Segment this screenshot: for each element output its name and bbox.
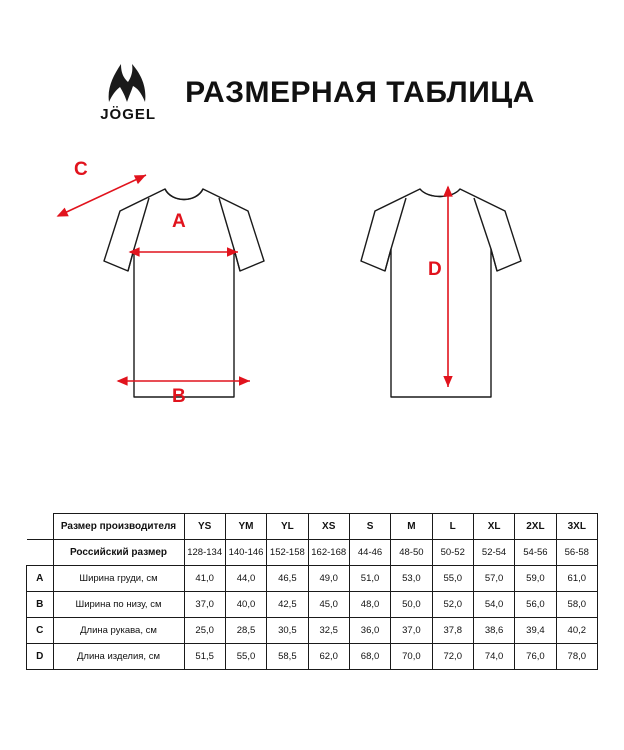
table-cell: 28,5 — [225, 618, 266, 644]
jogel-flame-logo-icon — [97, 62, 159, 104]
measurement-figures — [0, 149, 624, 449]
page-title: РАЗМЕРНАЯ ТАБЛИЦА — [185, 75, 535, 109]
table-cell: 40,0 — [225, 592, 266, 618]
row-letter: A — [27, 566, 54, 592]
table-row — [27, 618, 598, 644]
table-cell: 54,0 — [473, 592, 514, 618]
table-cell: 52,0 — [432, 592, 473, 618]
table-cell: 37,8 — [432, 618, 473, 644]
table-cell: 44-46 — [349, 540, 390, 566]
brand-name: JÖGEL — [100, 106, 157, 123]
table-cell: 55,0 — [432, 566, 473, 592]
table-cell: 30,5 — [267, 618, 308, 644]
table-cell: 50,0 — [391, 592, 432, 618]
row-letter: D — [27, 644, 54, 670]
table-cell: 42,5 — [267, 592, 308, 618]
table-header-cell: Размер производителя — [53, 514, 184, 540]
table-cell: 140-146 — [225, 540, 266, 566]
table-row — [27, 592, 598, 618]
table-cell: 49,0 — [308, 566, 349, 592]
table-header-cell: 2XL — [515, 514, 556, 540]
table-cell: 38,6 — [473, 618, 514, 644]
dimension-label-b: B — [172, 386, 186, 407]
table-header-row — [27, 514, 598, 540]
row-letter — [27, 540, 54, 566]
table-cell: 55,0 — [225, 644, 266, 670]
table-cell: 37,0 — [391, 618, 432, 644]
dimension-label-a: A — [172, 211, 186, 232]
table-header-cell: YL — [267, 514, 308, 540]
table-cell: 68,0 — [349, 644, 390, 670]
table-corner-cell — [27, 514, 54, 540]
table-cell: 44,0 — [225, 566, 266, 592]
table-cell: 152-158 — [267, 540, 308, 566]
table-cell: 40,2 — [556, 618, 597, 644]
table-row — [27, 540, 598, 566]
row-label: Российский размер — [53, 540, 184, 566]
table-header-cell: 3XL — [556, 514, 597, 540]
table-cell: 70,0 — [391, 644, 432, 670]
page-header — [0, 0, 624, 123]
table-header-cell: M — [391, 514, 432, 540]
row-letter: B — [27, 592, 54, 618]
table-cell: 37,0 — [184, 592, 225, 618]
table-cell: 32,5 — [308, 618, 349, 644]
table-header-cell: XL — [473, 514, 514, 540]
table-cell: 52-54 — [473, 540, 514, 566]
table-cell: 72,0 — [432, 644, 473, 670]
row-label: Длина рукава, см — [53, 618, 184, 644]
row-label: Длина изделия, см — [53, 644, 184, 670]
table-cell: 58,5 — [267, 644, 308, 670]
table-cell: 25,0 — [184, 618, 225, 644]
table-header-cell: YM — [225, 514, 266, 540]
table-cell: 53,0 — [391, 566, 432, 592]
table-cell: 39,4 — [515, 618, 556, 644]
table-cell: 62,0 — [308, 644, 349, 670]
table-cell: 76,0 — [515, 644, 556, 670]
size-table-wrapper — [26, 513, 598, 670]
table-cell: 46,5 — [267, 566, 308, 592]
table-row — [27, 566, 598, 592]
table-cell: 45,0 — [308, 592, 349, 618]
dimension-label-c: C — [74, 159, 88, 180]
table-cell: 74,0 — [473, 644, 514, 670]
dimension-label-d: D — [428, 259, 442, 280]
table-cell: 162-168 — [308, 540, 349, 566]
table-header-cell: XS — [308, 514, 349, 540]
table-cell: 51,0 — [349, 566, 390, 592]
table-cell: 59,0 — [515, 566, 556, 592]
table-cell: 48-50 — [391, 540, 432, 566]
table-cell: 56,0 — [515, 592, 556, 618]
table-header-cell: S — [349, 514, 390, 540]
table-header-cell: YS — [184, 514, 225, 540]
size-table — [26, 513, 598, 670]
table-cell: 57,0 — [473, 566, 514, 592]
table-cell: 61,0 — [556, 566, 597, 592]
row-letter: C — [27, 618, 54, 644]
table-cell: 56-58 — [556, 540, 597, 566]
table-cell: 58,0 — [556, 592, 597, 618]
table-cell: 54-56 — [515, 540, 556, 566]
table-header-cell: L — [432, 514, 473, 540]
brand-logo — [89, 62, 167, 123]
table-cell: 78,0 — [556, 644, 597, 670]
table-cell: 51,5 — [184, 644, 225, 670]
table-cell: 36,0 — [349, 618, 390, 644]
table-cell: 50-52 — [432, 540, 473, 566]
table-cell: 128-134 — [184, 540, 225, 566]
table-row — [27, 644, 598, 670]
row-label: Ширина по низу, см — [53, 592, 184, 618]
table-cell: 41,0 — [184, 566, 225, 592]
row-label: Ширина груди, см — [53, 566, 184, 592]
table-cell: 48,0 — [349, 592, 390, 618]
